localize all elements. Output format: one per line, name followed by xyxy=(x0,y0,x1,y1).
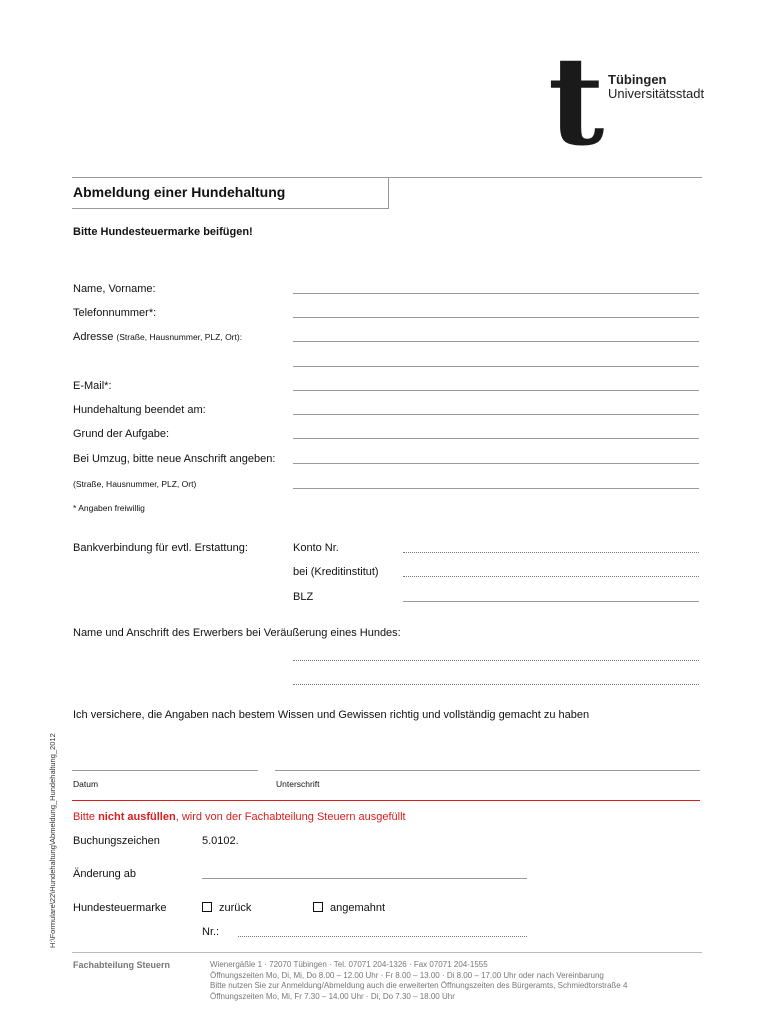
institute-field[interactable] xyxy=(403,576,699,577)
address-field-1[interactable] xyxy=(293,341,699,342)
buyer-field-1[interactable] xyxy=(293,660,699,661)
blz-field[interactable] xyxy=(403,601,699,602)
blz-label: BLZ xyxy=(293,591,314,603)
footer-contact xyxy=(210,960,627,1002)
reason-label: Grund der Aufgabe: xyxy=(73,428,170,440)
footer-line-note: Bitte nutzen Sie zur Anmeldung/Abmeldung auch die erweiterten Öffnungszeiten des Bürgeramts, Schmiedtorstraße 4 xyxy=(210,981,628,990)
reason-field[interactable] xyxy=(293,438,699,439)
change-field[interactable] xyxy=(202,878,527,879)
date-field[interactable] xyxy=(72,770,258,771)
tag-label: Hundesteuermarke xyxy=(73,902,167,914)
date-label: Datum xyxy=(73,779,99,789)
assurance-text: Ich versichere, die Angaben nach bestem Wissen und Gewissen richtig und vollständig gemacht zu haben xyxy=(73,709,590,721)
address-field-2[interactable] xyxy=(293,366,699,367)
office-note xyxy=(73,811,406,823)
name-field[interactable] xyxy=(293,293,699,294)
phone-label: Telefonnummer*: xyxy=(73,307,157,319)
form-title: Abmeldung einer Hundehaltung xyxy=(73,184,286,200)
move-field-2[interactable] xyxy=(293,488,699,489)
ended-field[interactable] xyxy=(293,414,699,415)
email-field[interactable] xyxy=(293,390,699,391)
footer-department: Fachabteilung Steuern xyxy=(73,960,171,970)
checkbox-reminded[interactable] xyxy=(313,902,323,912)
nr-label: Nr.: xyxy=(202,926,220,938)
institute-label: bei (Kreditinstitut) xyxy=(293,566,379,578)
optional-note: * Angaben freiwillig xyxy=(73,503,145,513)
city-logo-letter: t xyxy=(548,29,605,173)
booking-label: Buchungszeichen xyxy=(73,835,160,847)
address-hint: (Straße, Hausnummer, PLZ, Ort): xyxy=(116,332,243,342)
footer-line-hours: Öffnungszeiten Mo, Di, Mi, Do 8.00 – 12.00 Uhr · Fr 8.00 – 13.00 · Di 8.00 – 17.00 Uhr oder nach Vereinbarung xyxy=(210,970,604,980)
address-label xyxy=(73,331,242,343)
logo-line-city: Tübingen xyxy=(608,72,667,87)
move-label: Bei Umzug, bitte neue Anschrift angeben: xyxy=(73,453,276,465)
account-field[interactable] xyxy=(403,552,699,553)
phone-field[interactable] xyxy=(293,317,699,318)
nr-field[interactable] xyxy=(238,936,527,937)
signature-label: Unterschrift xyxy=(276,779,320,789)
title-box-divider xyxy=(388,177,389,208)
move-field-1[interactable] xyxy=(293,463,699,464)
move-hint: (Straße, Hausnummer, PLZ, Ort) xyxy=(73,479,197,489)
office-divider xyxy=(72,800,700,801)
account-label: Konto Nr. xyxy=(293,542,339,554)
name-label: Name, Vorname: xyxy=(73,283,156,295)
ended-label: Hundehaltung beendet am: xyxy=(73,404,206,416)
booking-value: 5.0102. xyxy=(202,835,239,847)
title-top-rule xyxy=(72,177,702,178)
office-note-bold: nicht ausfüllen xyxy=(98,811,176,823)
logo-line-subtitle: Universitätsstadt xyxy=(608,86,705,101)
footer-line-hours-2: Öffnungszeiten Mo, Mi, Fr 7.30 – 14.00 Uhr · Di, Do 7.30 – 18.00 Uhr xyxy=(210,991,455,1001)
buyer-field-2[interactable] xyxy=(293,684,699,685)
email-label: E-Mail*: xyxy=(73,380,112,392)
change-label: Änderung ab xyxy=(73,868,136,880)
office-note-post: , wird von der Fachabteilung Steuern ausgefüllt xyxy=(175,811,406,823)
file-path-text: H:\Formulare\22\Hundehaltung\Abmeldung_Hundehaltung_2012 xyxy=(48,733,57,948)
form-subtitle: Bitte Hundesteuermarke beifügen! xyxy=(73,226,253,238)
option-back-label: zurück xyxy=(219,902,252,914)
footer-rule xyxy=(72,952,702,953)
bank-label: Bankverbindung für evtl. Erstattung: xyxy=(73,542,248,554)
buyer-label: Name und Anschrift des Erwerbers bei Veräußerung eines Hundes: xyxy=(73,627,401,639)
city-logo-text xyxy=(608,73,704,101)
option-back[interactable] xyxy=(202,902,251,914)
office-note-pre: Bitte xyxy=(73,811,99,823)
checkbox-back[interactable] xyxy=(202,902,212,912)
option-reminded[interactable] xyxy=(313,902,385,914)
address-label-text: Adresse xyxy=(73,331,114,343)
footer-line-address: Wienergäßle 1 · 72070 Tübingen · Tel. 07071 204-1326 · Fax 07071 204-1555 xyxy=(210,960,488,969)
option-reminded-label: angemahnt xyxy=(330,902,386,914)
title-bottom-rule xyxy=(72,208,389,209)
signature-field[interactable] xyxy=(275,770,700,771)
